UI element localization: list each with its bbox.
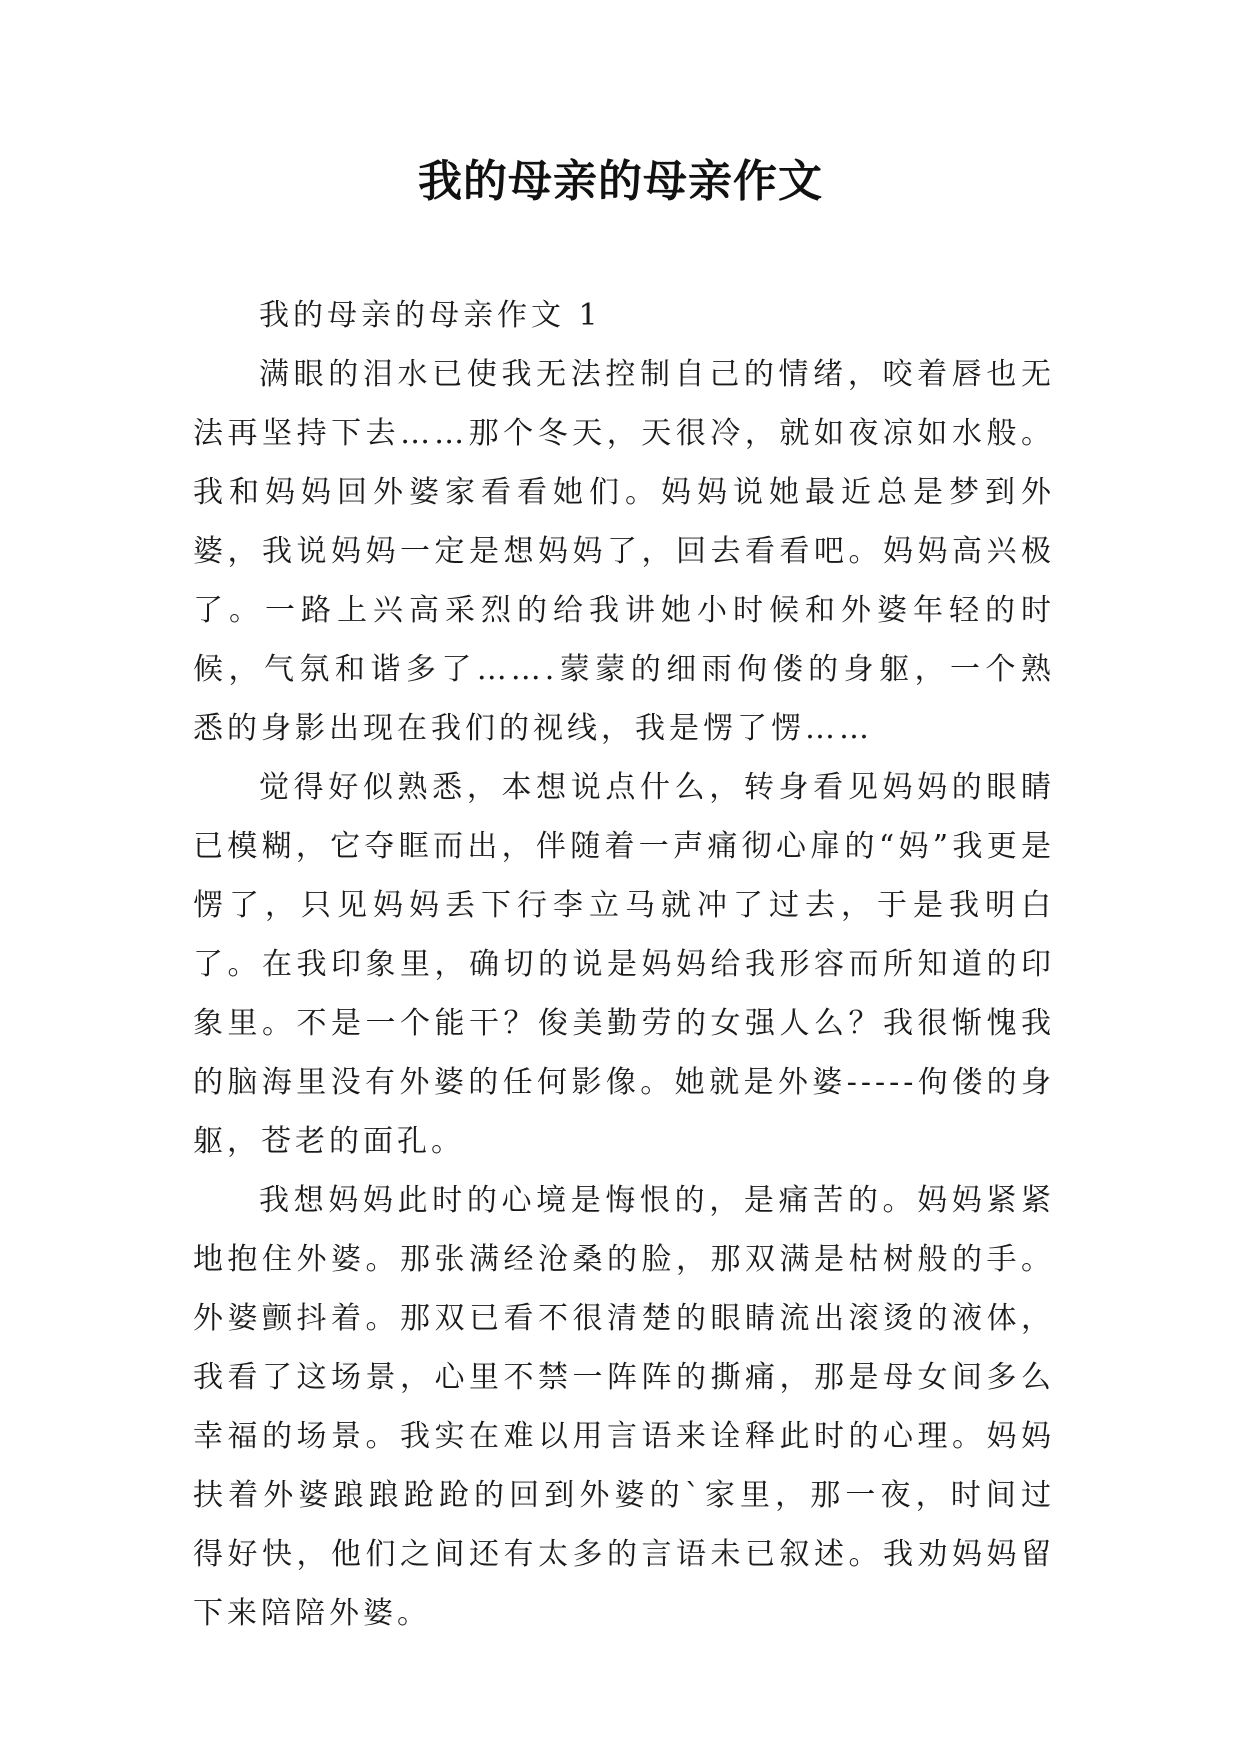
document-body	[193, 286, 1055, 1643]
essay-subtitle: 我的母亲的母亲作文 1	[259, 298, 602, 333]
paragraph-2: 觉得好似熟悉，本想说点什么，转身看见妈妈的眼睛已模糊，它夺眶而出，伴随着一声痛彻心扉的“妈”我更是愣了，只见妈妈丢下行李立马就冲了过去，于是我明白了。在我印象里，确切的说是妈妈给我形容而所知道的印象里。不是一个能干？俊美勤劳的女强人么？我很惭愧我的脑海里没有外婆的任何影像。她就是外婆-----佝偻的身躯，苍老的面孔。	[193, 770, 1055, 1159]
document-title: 我的母亲的母亲作文	[418, 156, 823, 207]
paragraph-3: 我想妈妈此时的心境是悔恨的，是痛苦的。妈妈紧紧地抱住外婆。那张满经沧桑的脸，那双满是枯树般的手。外婆颤抖着。那双已看不很清楚的眼睛流出滚烫的液体，我看了这场景，心里不禁一阵阵的撕痛，那是母女间多么幸福的场景。我实在难以用言语来诠释此时的心理。妈妈扶着外婆踉踉跄跄的回到外婆的`家里，那一夜，时间过得好快，他们之间还有太多的言语未已叙述。我劝妈妈留下来陪陪外婆。	[193, 1183, 1055, 1631]
paragraph-1: 满眼的泪水已使我无法控制自己的情绪，咬着唇也无法再坚持下去……那个冬天，天很冷，就如夜凉如水般。我和妈妈回外婆家看看她们。妈妈说她最近总是梦到外婆，我说妈妈一定是想妈妈了，回去看看吧。妈妈高兴极了。一路上兴高采烈的给我讲她小时候和外婆年轻的时候，气氛和谐多了…….蒙蒙的细雨佝偻的身躯，一个熟悉的身影出现在我们的视线，我是愣了愣……	[193, 357, 1055, 746]
